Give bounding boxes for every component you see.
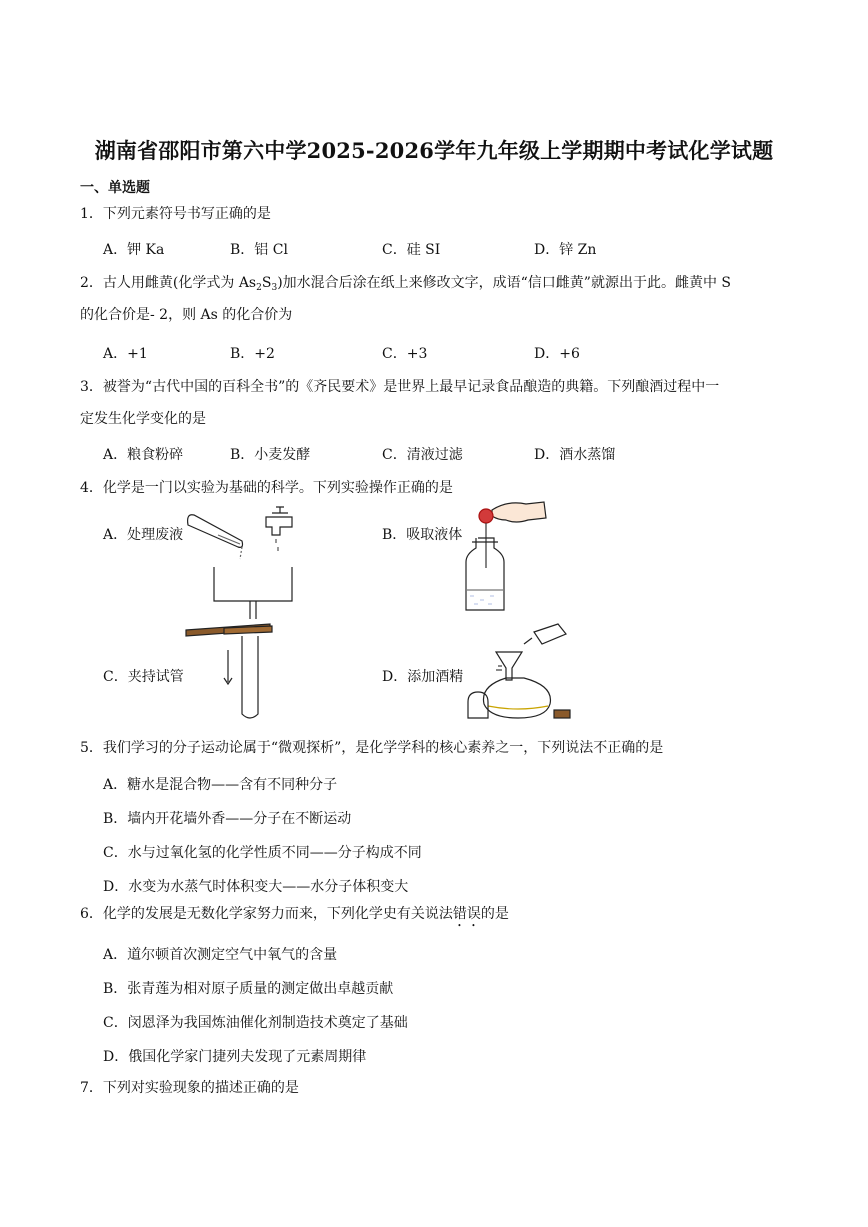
question-2-option-a[interactable]: A．+1 <box>103 346 148 362</box>
question-6-option-b[interactable]: B．张青莲为相对原子质量的测定做出卓越贡献 <box>103 981 394 997</box>
question-3-stem-cont: 定发生化学变化的是 <box>80 411 206 427</box>
figure-draw-liquid <box>462 498 552 616</box>
question-4-option-a[interactable]: A．处理废液 <box>103 527 184 543</box>
question-5-option-c[interactable]: C．水与过氧化氢的化学性质不同——分子构成不同 <box>103 845 422 861</box>
question-2-option-c[interactable]: C．+3 <box>382 346 428 362</box>
figure-dispose-waste-liquid <box>180 503 310 621</box>
question-1-option-c[interactable]: C．硅 SI <box>382 242 441 258</box>
question-5-stem: 5．我们学习的分子运动论属于“微观探析”，是化学学科的核心素养之一，下列说法不正确的是 <box>80 740 664 756</box>
question-3-option-a[interactable]: A．粮食粉碎 <box>103 447 184 463</box>
question-1-option-d[interactable]: D．锌 Zn <box>534 242 597 258</box>
question-2-option-b[interactable]: B．+2 <box>230 346 275 362</box>
question-4-option-c[interactable]: C．夹持试管 <box>103 669 184 685</box>
question-6-option-a[interactable]: A．道尔顿首次测定空气中氧气的含量 <box>103 947 338 963</box>
question-7-stem: 7．下列对实验现象的描述正确的是 <box>80 1080 299 1096</box>
question-5-option-d[interactable]: D．水变为水蒸气时体积变大——水分子体积变大 <box>103 879 409 895</box>
question-5-option-a[interactable]: A．糖水是混合物——含有不同种分子 <box>103 777 338 793</box>
question-3-option-d[interactable]: D．酒水蒸馏 <box>534 447 616 463</box>
figure-hold-test-tube <box>184 622 280 724</box>
question-5-option-b[interactable]: B．墙内开花墙外香——分子在不断运动 <box>103 811 352 827</box>
question-4-option-b[interactable]: B．吸取液体 <box>382 527 463 543</box>
question-6-stem: 6．化学的发展是无数化学家努力而来，下列化学史有关说法错误的是 <box>80 906 509 922</box>
question-4-option-d[interactable]: D．添加酒精 <box>382 669 464 685</box>
section-heading: 一、单选题 <box>80 180 150 196</box>
question-1-option-a[interactable]: A．钾 Ka <box>103 242 165 258</box>
question-2-stem: 2．古人用雌黄(化学式为 $As_2S_3$)加水混合后涂在纸上来修改文字，成语“信口雌黄”就源出于此。雌黄中 S <box>80 275 732 293</box>
question-3-stem: 3．被誉为“古代中国的百科全书”的《齐民要术》是世界上最早记录食品酿造的典籍。下列酿酒过程中一 <box>80 379 720 395</box>
question-2-stem-cont: 的化合价是- 2，则 As 的化合价为 <box>80 307 293 323</box>
question-3-option-b[interactable]: B．小麦发酵 <box>230 447 311 463</box>
question-1-stem: 1．下列元素符号书写正确的是 <box>80 206 271 222</box>
question-3-option-c[interactable]: C．清液过滤 <box>382 447 463 463</box>
question-1-option-b[interactable]: B．铝 Cl <box>230 242 288 258</box>
page-title: 湖南省邵阳市第六中学2025-2026学年九年级上学期期中考试化学试题 <box>94 138 774 163</box>
question-4-stem: 4．化学是一门以实验为基础的科学。下列实验操作正确的是 <box>80 480 453 496</box>
question-2-option-d[interactable]: D．+6 <box>534 346 580 362</box>
question-6-option-c[interactable]: C．闵恩泽为我国炼油催化剂制造技术奠定了基础 <box>103 1015 408 1031</box>
question-6-option-d[interactable]: D．俄国化学家门捷列夫发现了元素周期律 <box>103 1049 367 1065</box>
emphasized-word: 错误 <box>452 906 481 922</box>
figure-add-alcohol <box>462 622 582 724</box>
